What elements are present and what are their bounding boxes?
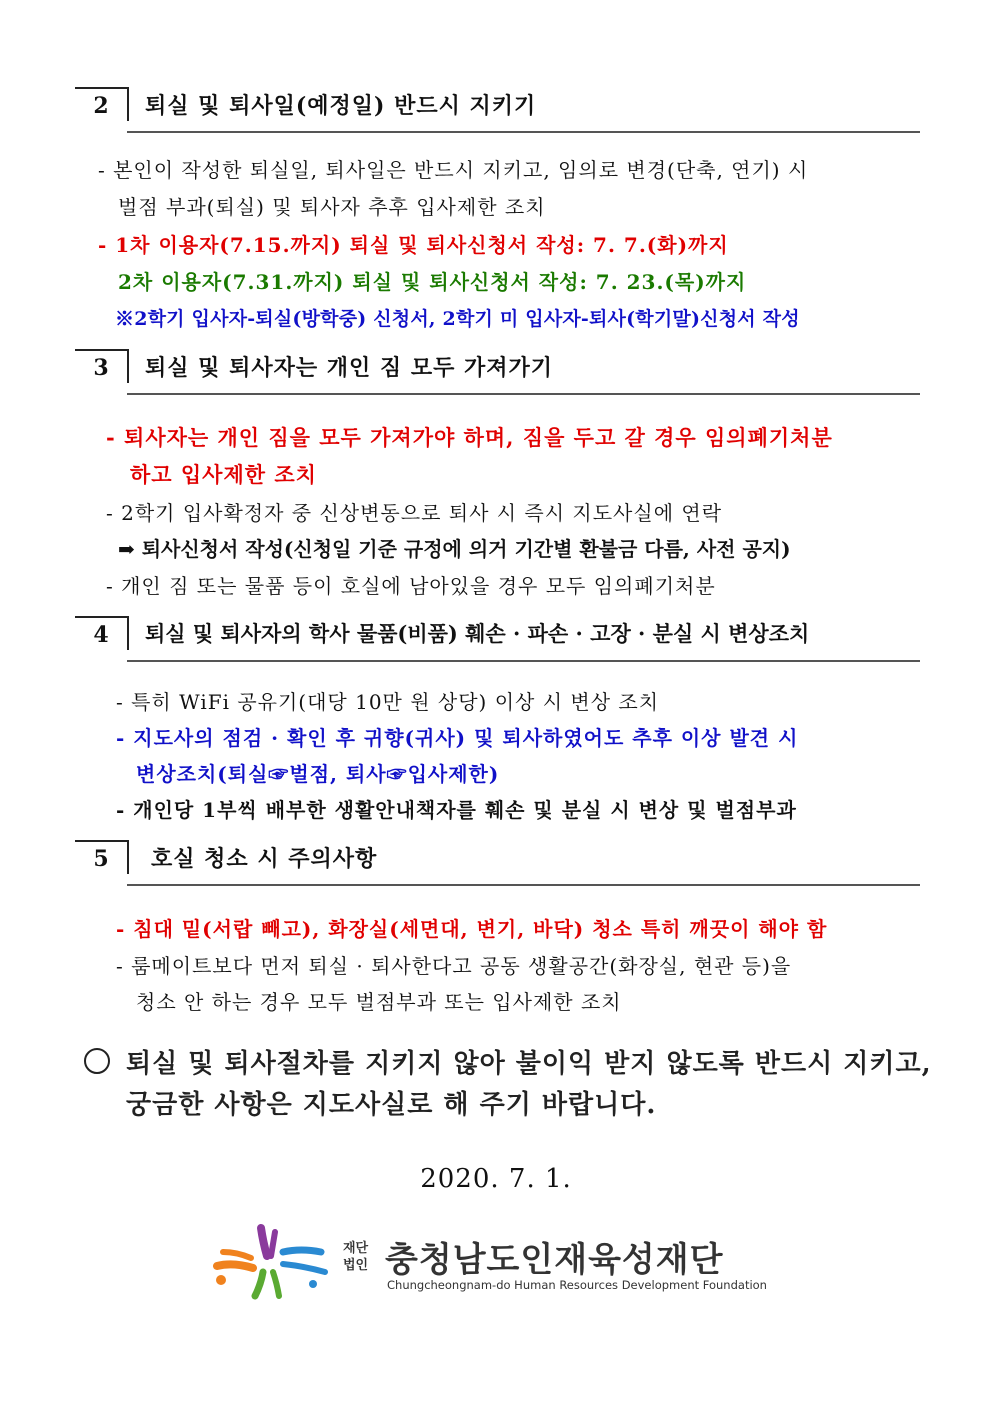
section-underline xyxy=(127,393,920,395)
section-2-line-5: ※2학기 입사자-퇴실(방학중) 신청서, 2학기 미 입사자-퇴사(학기말)신청서 작성 xyxy=(115,308,800,330)
section-5-header xyxy=(75,840,920,886)
corp-type-2: 법인 xyxy=(343,1258,369,1273)
closing-line-1: 퇴실 및 퇴사절차를 지키지 않아 불이익 받지 않도록 반드시 지키고, xyxy=(126,1049,932,1079)
section-title: 퇴실 및 퇴사일(예정일) 반드시 지키기 xyxy=(145,93,537,119)
section-4-header xyxy=(75,616,920,662)
circle-bullet-icon xyxy=(84,1048,110,1074)
section-title: 퇴실 및 퇴사자의 학사 물품(비품) 훼손 · 파손 · 고장 · 분실 시 변상조치 xyxy=(145,621,810,646)
section-4-line-4: - 개인당 1부씩 배부한 생활안내책자를 훼손 및 분실 시 변상 및 벌점부과 xyxy=(116,798,797,822)
document-date: 2020. 7. 1. xyxy=(420,1164,572,1194)
section-number: 3 xyxy=(75,349,129,383)
section-3-line-3: - 2학기 입사확정자 중 신상변동으로 퇴사 시 즉시 지도사실에 연락 xyxy=(106,501,723,525)
section-2-line-3: - 1차 이용자(7.15.까지) 퇴실 및 퇴사신청서 작성: 7. 7.(화)까지 xyxy=(98,233,729,257)
org-name: 충청남도인재육성재단 xyxy=(385,1240,724,1280)
section-number: 2 xyxy=(75,87,129,121)
section-3-line-4: ➡ 퇴사신청서 작성(신청일 기준 규정에 의거 기간별 환불금 다름, 사전 공지) xyxy=(118,537,791,561)
section-2-line-2: 벌점 부과(퇴실) 및 퇴사자 추후 입사제한 조치 xyxy=(118,195,546,219)
corp-type-1: 재단 xyxy=(343,1241,369,1256)
section-3-line-2: 하고 입사제한 조치 xyxy=(130,462,317,487)
section-5-line-2: - 룸메이트보다 먼저 퇴실 · 퇴사한다고 공동 생활공간(화장실, 현관 등)을 xyxy=(116,954,792,978)
section-number: 5 xyxy=(75,840,129,874)
section-2-line-4: 2차 이용자(7.31.까지) 퇴실 및 퇴사신청서 작성: 7. 23.(목)까지 xyxy=(118,270,747,294)
section-title: 퇴실 및 퇴사자는 개인 짐 모두 가져가기 xyxy=(145,355,553,381)
section-3-header xyxy=(75,349,920,395)
section-4-line-2: - 지도사의 점검 · 확인 후 귀향(귀사) 및 퇴사하였어도 추후 이상 발견 시 xyxy=(116,726,799,750)
closing-line-2: 궁금한 사항은 지도사실로 해 주기 바랍니다. xyxy=(126,1090,657,1120)
org-name-english: Chungcheongnam-do Human Resources Development Foundation xyxy=(387,1278,767,1292)
section-2-line-1: - 본인이 작성한 퇴실일, 퇴사일은 반드시 지키고, 임의로 변경(단축, 연기) 시 xyxy=(98,158,809,182)
section-underline xyxy=(127,884,920,886)
foundation-emblem-icon xyxy=(213,1222,333,1302)
section-number: 4 xyxy=(75,616,129,650)
section-4-line-3: 변상조치(퇴실☞벌점, 퇴사☞입사제한) xyxy=(136,762,500,786)
corp-type-label xyxy=(343,1240,377,1274)
section-title: 호실 청소 시 주의사항 xyxy=(151,846,378,872)
section-3-line-1: - 퇴사자는 개인 짐을 모두 가져가야 하며, 짐을 두고 갈 경우 임의폐기처분 xyxy=(106,425,833,450)
section-2-header xyxy=(75,87,920,133)
section-underline xyxy=(127,660,920,662)
section-4-line-1: - 특히 WiFi 공유기(대당 10만 원 상당) 이상 시 변상 조치 xyxy=(116,690,660,714)
section-5-line-3: 청소 안 하는 경우 모두 벌점부과 또는 입사제한 조치 xyxy=(136,990,622,1014)
section-underline xyxy=(127,131,920,133)
section-5-line-1: - 침대 밑(서랍 빼고), 화장실(세면대, 변기, 바닥) 청소 특히 깨끗이 해야 함 xyxy=(116,917,828,941)
section-3-line-5: - 개인 짐 또는 물품 등이 호실에 남아있을 경우 모두 임의폐기처분 xyxy=(106,574,716,598)
foundation-logo xyxy=(213,1222,793,1302)
